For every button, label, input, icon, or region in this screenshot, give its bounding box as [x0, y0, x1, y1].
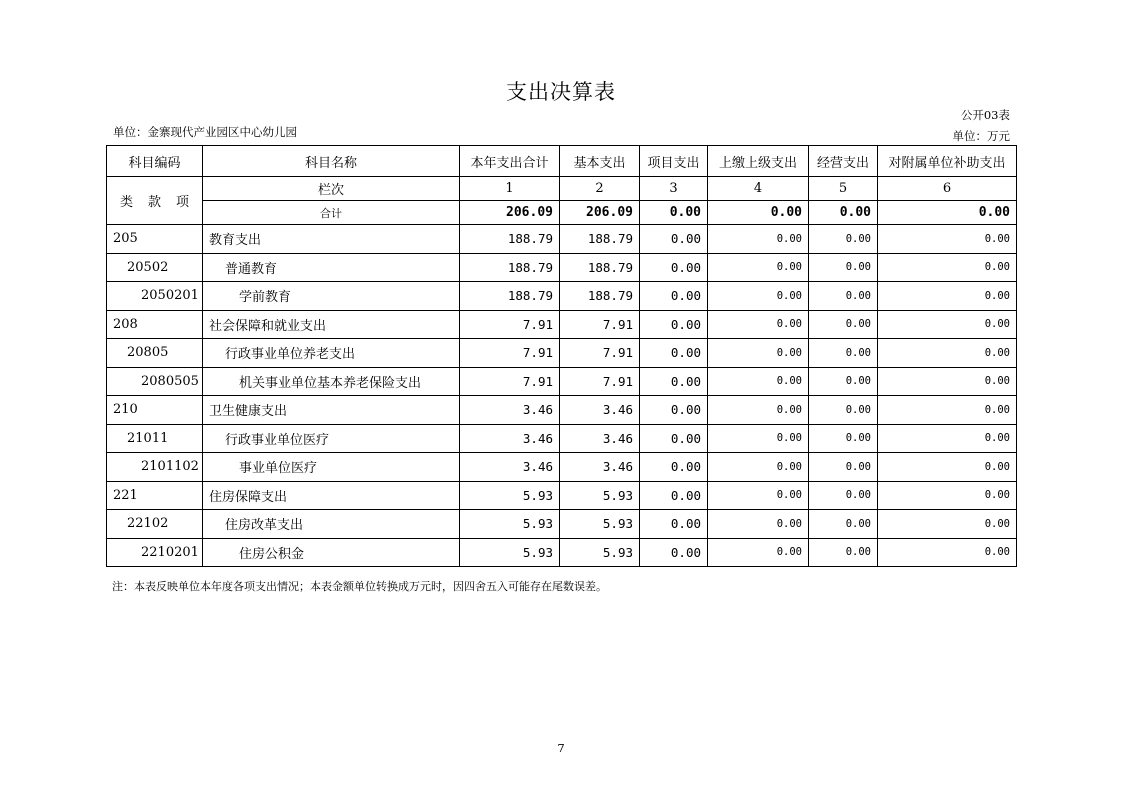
row-code: 210	[107, 396, 203, 425]
column-label: 栏次	[203, 177, 460, 201]
row-subsidiary: 0.00	[878, 510, 1017, 539]
row-upper: 0.00	[708, 253, 809, 282]
row-code: 22102	[107, 510, 203, 539]
row-project: 0.00	[640, 253, 708, 282]
row-business: 0.00	[809, 453, 878, 482]
row-name: 教育支出	[203, 225, 460, 254]
row-business: 0.00	[809, 396, 878, 425]
header-name: 科目名称	[203, 146, 460, 177]
table-row	[107, 424, 1017, 453]
row-name: 事业单位医疗	[203, 453, 460, 482]
table-row	[107, 453, 1017, 482]
row-code: 2050201	[107, 282, 203, 311]
col-index-5: 5	[809, 177, 878, 201]
page-number: 7	[557, 741, 565, 755]
row-total: 5.93	[460, 481, 560, 510]
form-number: 公开03表	[960, 108, 1010, 122]
table-row	[107, 310, 1017, 339]
row-basic: 3.46	[560, 424, 640, 453]
row-total: 3.46	[460, 396, 560, 425]
row-upper: 0.00	[708, 367, 809, 396]
total-subsidiary: 0.00	[878, 201, 1017, 225]
row-business: 0.00	[809, 367, 878, 396]
row-subsidiary: 0.00	[878, 453, 1017, 482]
row-project: 0.00	[640, 453, 708, 482]
row-upper: 0.00	[708, 339, 809, 368]
table-row	[107, 282, 1017, 311]
row-upper: 0.00	[708, 396, 809, 425]
row-upper: 0.00	[708, 453, 809, 482]
column-index-row	[107, 177, 1017, 201]
header-subsidiary: 对附属单位补助支出	[878, 146, 1017, 177]
reporting-unit: 单位：金寨现代产业园区中心幼儿园	[113, 125, 297, 139]
row-basic: 7.91	[560, 310, 640, 339]
row-project: 0.00	[640, 367, 708, 396]
code-level-labels	[107, 177, 203, 225]
row-subsidiary: 0.00	[878, 367, 1017, 396]
col-index-1: 1	[460, 177, 560, 201]
footnote: 注：本表反映单位本年度各项支出情况；本表金额单位转换成万元时，因四舍五入可能存在尾数误差。	[112, 580, 607, 593]
header-total: 本年支出合计	[460, 146, 560, 177]
item-label: 项	[175, 195, 189, 210]
row-basic: 188.79	[560, 282, 640, 311]
header-basic: 基本支出	[560, 146, 640, 177]
row-subsidiary: 0.00	[878, 225, 1017, 254]
total-label: 合计	[203, 201, 460, 225]
expenditure-table	[106, 145, 1017, 567]
row-code: 20502	[107, 253, 203, 282]
table-row	[107, 538, 1017, 567]
row-name: 学前教育	[203, 282, 460, 311]
row-total: 188.79	[460, 282, 560, 311]
row-business: 0.00	[809, 310, 878, 339]
row-upper: 0.00	[708, 225, 809, 254]
header-upper: 上缴上级支出	[708, 146, 809, 177]
table-row	[107, 481, 1017, 510]
kind-label: 类	[119, 195, 133, 210]
row-name: 住房公积金	[203, 538, 460, 567]
table-row	[107, 253, 1017, 282]
row-upper: 0.00	[708, 282, 809, 311]
row-name: 卫生健康支出	[203, 396, 460, 425]
total-row	[107, 201, 1017, 225]
row-name: 社会保障和就业支出	[203, 310, 460, 339]
row-subsidiary: 0.00	[878, 310, 1017, 339]
row-total: 188.79	[460, 253, 560, 282]
row-project: 0.00	[640, 396, 708, 425]
row-upper: 0.00	[708, 510, 809, 539]
currency-unit: 单位：万元	[952, 129, 1010, 143]
row-basic: 7.91	[560, 367, 640, 396]
row-subsidiary: 0.00	[878, 282, 1017, 311]
total-project: 0.00	[640, 201, 708, 225]
row-total: 188.79	[460, 225, 560, 254]
total-upper: 0.00	[708, 201, 809, 225]
row-subsidiary: 0.00	[878, 481, 1017, 510]
col-index-3: 3	[640, 177, 708, 201]
total-business: 0.00	[809, 201, 878, 225]
row-project: 0.00	[640, 339, 708, 368]
row-name: 行政事业单位养老支出	[203, 339, 460, 368]
row-basic: 188.79	[560, 225, 640, 254]
row-project: 0.00	[640, 481, 708, 510]
row-project: 0.00	[640, 225, 708, 254]
row-name: 行政事业单位医疗	[203, 424, 460, 453]
row-code: 2101102	[107, 453, 203, 482]
table-row	[107, 367, 1017, 396]
row-code: 2210201	[107, 538, 203, 567]
row-basic: 5.93	[560, 538, 640, 567]
row-total: 3.46	[460, 424, 560, 453]
row-upper: 0.00	[708, 310, 809, 339]
col-index-4: 4	[708, 177, 809, 201]
row-name: 住房保障支出	[203, 481, 460, 510]
row-subsidiary: 0.00	[878, 424, 1017, 453]
header-business: 经营支出	[809, 146, 878, 177]
row-business: 0.00	[809, 424, 878, 453]
row-basic: 3.46	[560, 396, 640, 425]
header-code: 科目编码	[107, 146, 203, 177]
section-label: 款	[147, 195, 161, 210]
row-project: 0.00	[640, 510, 708, 539]
row-code: 2080505	[107, 367, 203, 396]
row-code: 221	[107, 481, 203, 510]
row-code: 208	[107, 310, 203, 339]
total-value: 206.09	[460, 201, 560, 225]
row-total: 3.46	[460, 453, 560, 482]
table-row	[107, 510, 1017, 539]
total-basic: 206.09	[560, 201, 640, 225]
row-total: 5.93	[460, 510, 560, 539]
row-basic: 5.93	[560, 510, 640, 539]
row-subsidiary: 0.00	[878, 253, 1017, 282]
row-name: 住房改革支出	[203, 510, 460, 539]
table-row	[107, 396, 1017, 425]
row-name: 机关事业单位基本养老保险支出	[203, 367, 460, 396]
row-business: 0.00	[809, 538, 878, 567]
row-project: 0.00	[640, 424, 708, 453]
col-index-6: 6	[878, 177, 1017, 201]
row-project: 0.00	[640, 282, 708, 311]
row-subsidiary: 0.00	[878, 538, 1017, 567]
row-business: 0.00	[809, 225, 878, 254]
row-basic: 7.91	[560, 339, 640, 368]
row-code: 205	[107, 225, 203, 254]
row-subsidiary: 0.00	[878, 339, 1017, 368]
row-name: 普通教育	[203, 253, 460, 282]
page-title: 支出决算表	[506, 80, 616, 104]
row-upper: 0.00	[708, 538, 809, 567]
row-business: 0.00	[809, 339, 878, 368]
row-business: 0.00	[809, 481, 878, 510]
row-upper: 0.00	[708, 424, 809, 453]
table-row	[107, 225, 1017, 254]
row-project: 0.00	[640, 538, 708, 567]
row-subsidiary: 0.00	[878, 396, 1017, 425]
row-business: 0.00	[809, 510, 878, 539]
row-upper: 0.00	[708, 481, 809, 510]
row-code: 20805	[107, 339, 203, 368]
row-total: 5.93	[460, 538, 560, 567]
col-index-2: 2	[560, 177, 640, 201]
row-total: 7.91	[460, 339, 560, 368]
row-basic: 3.46	[560, 453, 640, 482]
row-business: 0.00	[809, 282, 878, 311]
row-project: 0.00	[640, 310, 708, 339]
row-code: 21011	[107, 424, 203, 453]
table-row	[107, 339, 1017, 368]
row-basic: 5.93	[560, 481, 640, 510]
row-total: 7.91	[460, 310, 560, 339]
row-basic: 188.79	[560, 253, 640, 282]
header-row	[107, 146, 1017, 177]
row-total: 7.91	[460, 367, 560, 396]
header-project: 项目支出	[640, 146, 708, 177]
row-business: 0.00	[809, 253, 878, 282]
